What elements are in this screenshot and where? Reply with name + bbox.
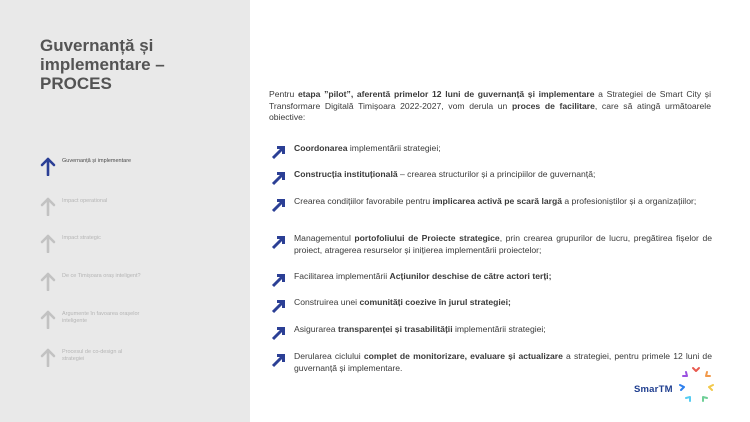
arrow-up-right-icon: [270, 324, 288, 342]
nav-item-label: Procesul de co-design al strategiei: [62, 349, 123, 362]
objective-text: Asigurarea transparenței și trasabilității implementării strategiei;: [294, 324, 546, 334]
arrow-up-right-icon: [270, 271, 288, 289]
logo-mark-icon: [678, 365, 714, 405]
nav-item-label: De ce Timișoara oraș inteligent?: [62, 273, 141, 279]
nav-item-guvernanta[interactable]: [40, 156, 240, 186]
logo-text: SmarTM: [634, 384, 673, 395]
arrow-up-icon: [40, 233, 56, 253]
intro-bold: etapa ”pilot”, aferentă primelor 12 luni de guvernanță și implementare: [297, 89, 595, 99]
arrow-up-icon: [40, 347, 56, 367]
objective-text: Crearea condițiilor favorabile pentru implicarea activă pe scară largă a profesioniștilor și a organizațiilor;: [294, 196, 697, 206]
arrow-up-right-icon: [270, 351, 288, 369]
objective-text: Derularea ciclului complet de monitorizare, evaluare și actualizare a strategiei, pentru primele 12 luni de guvernanță și implementare.: [294, 351, 712, 373]
nav-item-impact-strategic[interactable]: [40, 233, 240, 263]
nav-item-label: Guvernanță și implementare: [62, 158, 132, 164]
page-title: Guvernanță și implementare – PROCES: [40, 36, 165, 93]
arrow-up-right-icon: [270, 196, 288, 214]
objective-text: Construirea unei comunități coezive în jurul strategiei;: [294, 297, 511, 307]
arrow-up-icon: [40, 309, 56, 329]
objective-text: Managementul portofoliului de Proiecte strategice, prin crearea grupurilor de lucru, pregătirea fișelor de proiect, atragerea resurselor și inițierea implementării proiectelor;: [294, 233, 713, 255]
nav-item-de-ce-timisoara[interactable]: [40, 271, 240, 301]
smartm-logo: [634, 365, 716, 405]
arrow-up-right-icon: [270, 169, 288, 187]
nav-item-impact-operational[interactable]: [40, 196, 240, 226]
arrow-up-right-icon: [270, 233, 288, 251]
arrow-up-right-icon: [270, 297, 288, 315]
objective-text: Construcția instituțională – crearea structurilor și a principiilor de guvernanță;: [294, 169, 596, 179]
arrow-up-icon: [40, 156, 56, 176]
arrow-up-icon: [40, 196, 56, 216]
intro-bold: proces de facilitare: [511, 100, 595, 111]
nav-item-label: Impact strategic: [62, 235, 101, 241]
intro-text: a Strategiei de Smart City și Transformare Digitală Timișoara 2022-2027, vom derula un: [269, 89, 711, 111]
nav-item-co-design[interactable]: [40, 347, 240, 377]
intro-paragraph: [269, 89, 711, 124]
arrow-up-right-icon: [270, 143, 288, 161]
objective-text: Facilitarea implementării Acțiunilor deschise de către actori terți;: [294, 271, 552, 281]
intro-text: , care să atingă următoarele obiective:: [269, 100, 711, 122]
sidebar: [0, 0, 250, 422]
nav-item-argumente[interactable]: [40, 309, 240, 339]
intro-text: Pentru: [269, 89, 298, 99]
nav-item-label: Impact operational: [62, 198, 108, 204]
objective-text: Coordonarea implementării strategiei;: [294, 143, 441, 153]
nav-item-label: Argumente în favoarea orașelor inteligente: [62, 311, 140, 324]
arrow-up-icon: [40, 271, 56, 291]
